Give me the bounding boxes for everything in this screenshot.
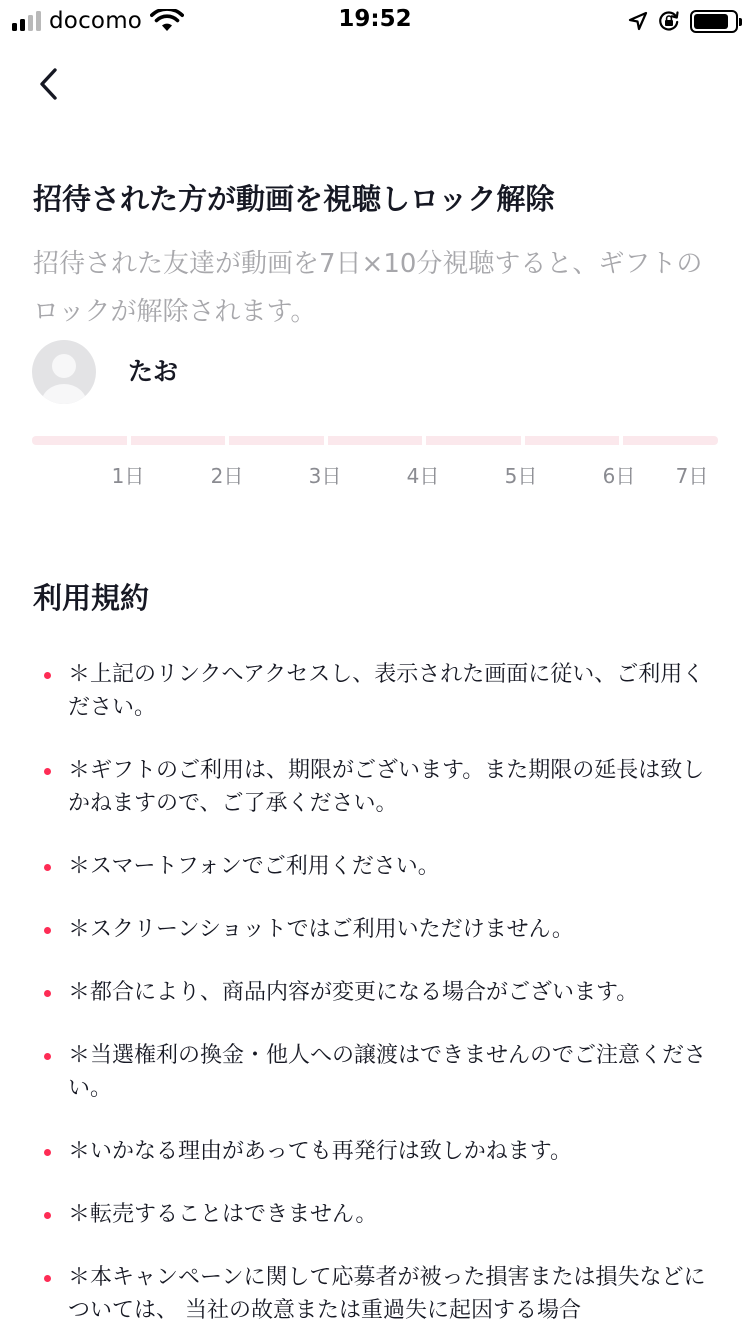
avatar-placeholder-head xyxy=(52,354,76,378)
status-bar xyxy=(0,0,750,40)
terms-item xyxy=(40,1198,718,1231)
day-label: 4日 xyxy=(406,464,440,488)
terms-list xyxy=(40,658,718,1334)
avatar[interactable] xyxy=(32,340,96,404)
battery-icon xyxy=(690,10,738,33)
orientation-lock-icon xyxy=(658,10,680,32)
terms-item xyxy=(40,913,718,946)
progress-segment xyxy=(525,436,620,445)
terms-item xyxy=(40,850,718,883)
avatar-placeholder-body xyxy=(41,384,87,404)
terms-heading: 利用規約 xyxy=(33,581,150,615)
progress-segment xyxy=(426,436,521,445)
bullet-dot-icon xyxy=(44,1149,51,1156)
terms-item xyxy=(40,754,718,820)
day-label: 5日 xyxy=(504,464,538,488)
day-label: 1日 xyxy=(111,464,145,488)
progress-segment xyxy=(623,436,718,445)
page-description: 招待された友達が動画を7日×10分視聴すると、ギフトのロックが解除されます。 xyxy=(33,249,703,327)
progress-segment xyxy=(32,436,127,445)
day-label: 2日 xyxy=(210,464,244,488)
terms-item xyxy=(40,1039,718,1105)
battery-fill xyxy=(694,14,728,29)
chevron-left-icon xyxy=(37,67,59,101)
progress-segment xyxy=(131,436,226,445)
page-title: 招待された方が動画を視聴しロック解除 xyxy=(33,182,555,216)
bullet-dot-icon xyxy=(44,990,51,997)
progress-segment xyxy=(328,436,423,445)
carrier-name: docomo xyxy=(49,8,143,34)
terms-item xyxy=(40,1261,718,1327)
terms-item-text: ＊転売することはできません。 xyxy=(68,1202,378,1227)
status-right xyxy=(628,8,738,34)
terms-item-text: ＊スクリーンショットではご利用いただけません。 xyxy=(68,917,574,942)
bullet-dot-icon xyxy=(44,864,51,871)
user-name[interactable]: たお xyxy=(128,357,179,386)
terms-item xyxy=(40,976,718,1009)
bullet-dot-icon xyxy=(44,1053,51,1060)
viewing-progress-bar xyxy=(32,436,718,445)
terms-item xyxy=(40,1135,718,1168)
bullet-dot-icon xyxy=(44,768,51,775)
terms-item-text: ＊当選権利の換金・他人への譲渡はできませんのでご注意ください。 xyxy=(68,1043,707,1101)
terms-item-text: ＊本キャンペーンに関して応募者が被った損害または損失などについては、 当社の故意または重過失に起因する場合 xyxy=(68,1265,706,1323)
terms-item-text: ＊ギフトのご利用は、期限がございます。また期限の延長は致しかねますので、ご了承ください。 xyxy=(68,758,705,816)
bullet-dot-icon xyxy=(44,1212,51,1219)
terms-item-text: ＊いかなる理由があっても再発行は致しかねます。 xyxy=(68,1139,573,1164)
terms-item-text: ＊上記のリンクへアクセスし、表示された画面に従い、ご利用ください。 xyxy=(68,662,705,720)
bullet-dot-icon xyxy=(44,672,51,679)
bullet-dot-icon xyxy=(44,927,51,934)
progress-segment xyxy=(229,436,324,445)
day-label: 7日 xyxy=(675,464,709,488)
status-time: 19:52 xyxy=(338,6,412,32)
day-label: 6日 xyxy=(602,464,636,488)
terms-item-text: ＊スマートフォンでご利用ください。 xyxy=(68,854,440,879)
bullet-dot-icon xyxy=(44,1275,51,1282)
back-button[interactable] xyxy=(26,60,70,108)
day-label: 3日 xyxy=(308,464,342,488)
terms-item-text: ＊都合により、商品内容が変更になる場合がございます。 xyxy=(68,980,639,1005)
location-arrow-icon xyxy=(628,11,648,31)
terms-item xyxy=(40,658,718,724)
